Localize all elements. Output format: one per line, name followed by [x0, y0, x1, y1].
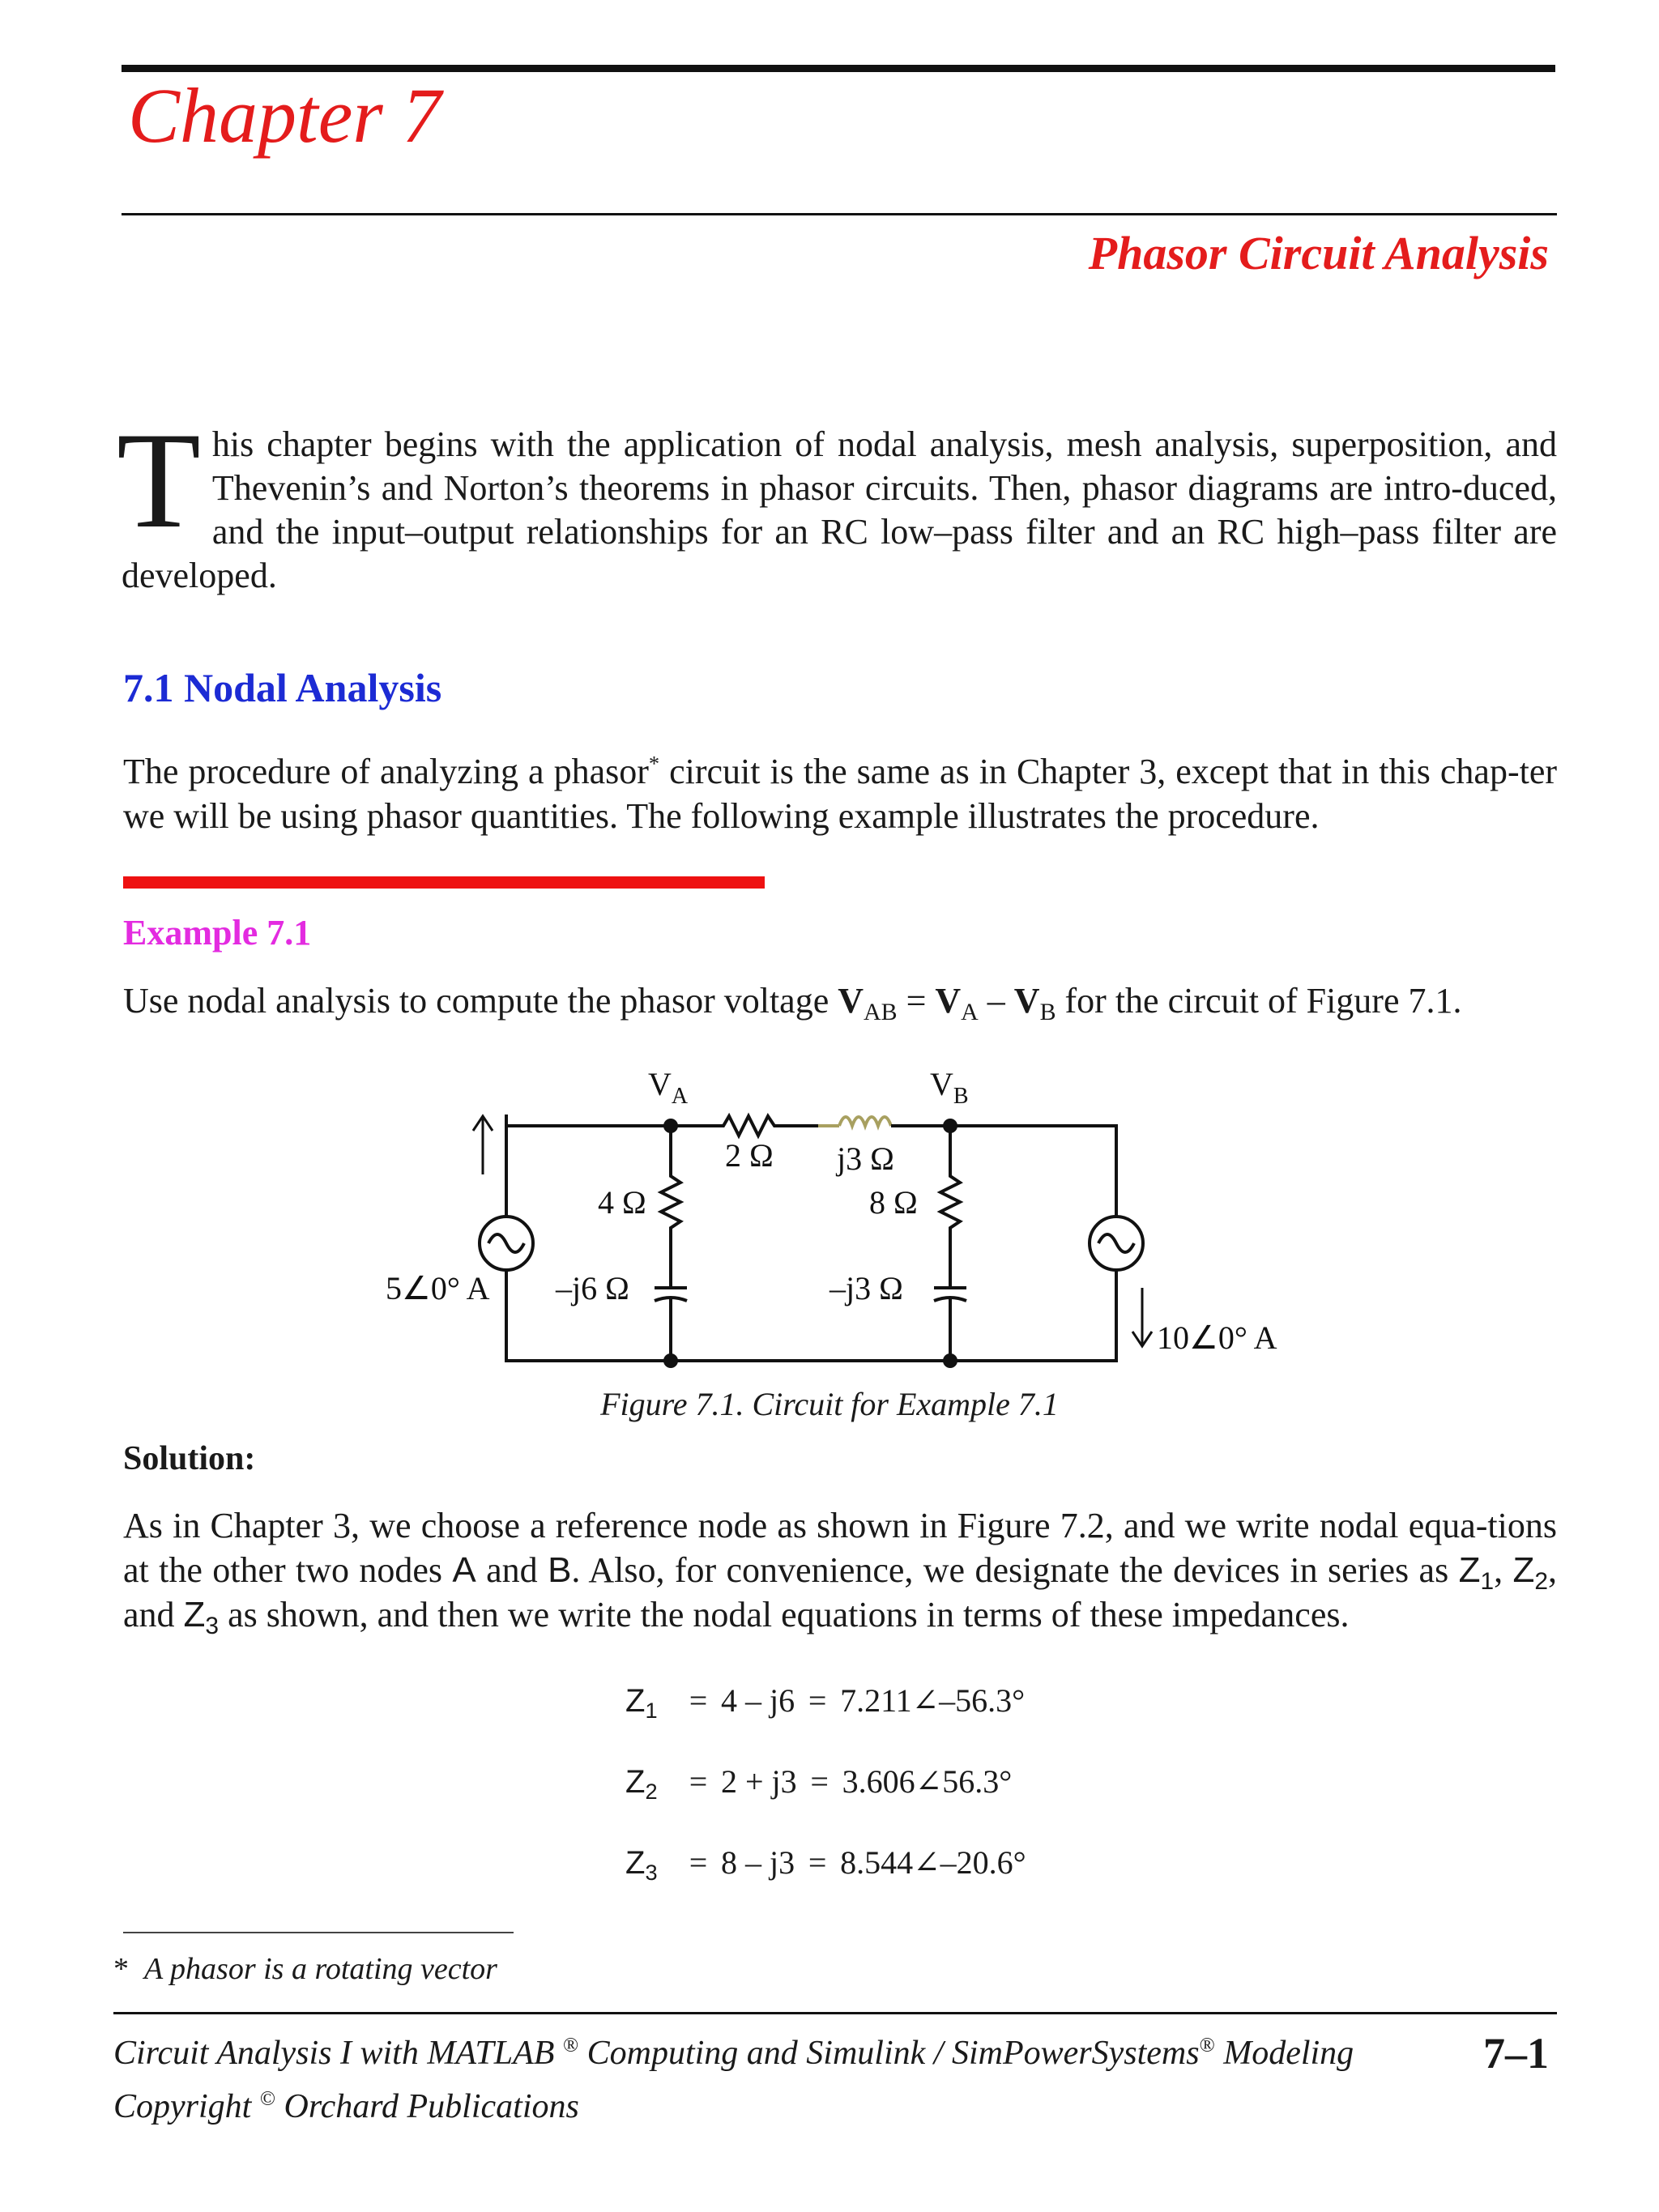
resistor-8-ohm: [940, 1126, 960, 1288]
z3-ref: Z: [183, 1595, 206, 1634]
eq1-lhs: Z: [625, 1683, 646, 1719]
source-right-sine: [1098, 1234, 1134, 1252]
footer-title-b: Computing and Simulink / SimPowerSystems: [578, 2035, 1200, 2072]
eq3-rect: 8 – j3: [721, 1844, 795, 1881]
equation-z1: [625, 1682, 1026, 1724]
label-j3-ohm: j3 Ω: [837, 1140, 894, 1177]
example-text-a: Use nodal analysis to compute the phasor voltage: [123, 981, 838, 1021]
eq3-polar: 8.544∠–20.6°: [840, 1844, 1026, 1881]
label-8-ohm: 8 Ω: [869, 1184, 918, 1221]
eq3-equals-b: =: [808, 1844, 827, 1881]
z1-ref-sub: 1: [1480, 1567, 1495, 1595]
v-a: V: [935, 981, 962, 1021]
z3-ref-sub: 3: [205, 1612, 220, 1639]
label-minus-j6: –j6 Ω: [556, 1270, 629, 1306]
eq2-rect: 2 + j3: [721, 1763, 797, 1800]
z1-ref: Z: [1458, 1550, 1481, 1590]
eq2-sub: 2: [645, 1779, 658, 1805]
comma-2: , and: [123, 1550, 1558, 1634]
eq3-sub: 3: [645, 1860, 658, 1886]
footer-title: [113, 2036, 1354, 2070]
v-b: V: [1013, 981, 1040, 1021]
z2-ref-sub: 2: [1534, 1567, 1549, 1595]
node-b-ref: B: [548, 1550, 572, 1590]
eq1-sub: 1: [645, 1698, 658, 1724]
footnote-marker: *: [648, 751, 660, 776]
eq2-equals-a: =: [689, 1763, 708, 1800]
eq3-equals-a: =: [689, 1844, 708, 1881]
solution-text-b: . Also, for convenience, we designate the devices in series as: [571, 1550, 1459, 1590]
copyright-word: Copyright: [113, 2088, 252, 2125]
resistor-2-ohm: [671, 1116, 818, 1136]
solution-text-c: as shown, and then we write the nodal equations in terms of these impedances.: [219, 1595, 1350, 1634]
section-text-b: circuit is the same as in Chapter 3, except that in this chap-ter we will be using phasor quantities. The following example illustrates the procedure.: [123, 752, 1557, 836]
eq2-polar: 3.606∠56.3°: [842, 1763, 1013, 1800]
node-b-dot: [943, 1119, 957, 1133]
eq1-rect: 4 – j6: [721, 1682, 795, 1719]
wire-top-right: [950, 1126, 1116, 1217]
footnote-mark: *: [113, 1952, 129, 1986]
footnote-rule: [123, 1932, 514, 1933]
footer-title-a: Circuit Analysis I with MATLAB: [113, 2035, 555, 2072]
solution-label: Solution:: [123, 1440, 256, 1477]
node-a-dot: [663, 1119, 678, 1133]
minus-sign: –: [978, 981, 1014, 1021]
footer-title-c: Modeling: [1214, 2035, 1354, 2072]
copyright-publisher: Orchard Publications: [275, 2088, 579, 2125]
solution-paragraph: [123, 1503, 1557, 1637]
figure-caption: Figure 7.1. Circuit for Example 7.1: [600, 1386, 1059, 1422]
chapter-subtitle: Phasor Circuit Analysis: [1088, 227, 1549, 279]
copyright-symbol: ©: [259, 2088, 275, 2110]
eq1-polar: 7.211∠–56.3°: [840, 1682, 1026, 1719]
registered-mark-1: ®: [562, 2035, 579, 2056]
equation-z3: [625, 1844, 1026, 1886]
resistor-4-ohm: [661, 1126, 680, 1288]
solution-and: and: [476, 1550, 548, 1590]
footnote: [113, 1954, 497, 1984]
node-bottom-left-dot: [663, 1353, 678, 1368]
eq1-equals-a: =: [689, 1682, 708, 1719]
node-a-label: $V_A$: [648, 1066, 689, 1109]
dropcap: T: [117, 404, 201, 556]
footer-rule: [113, 2012, 1557, 2014]
label-minus-j3: –j3 Ω: [830, 1270, 903, 1306]
label-source-right: 10∠0° A: [1157, 1319, 1277, 1356]
eq2-equals-b: =: [810, 1763, 829, 1800]
inductor-coils: [839, 1117, 891, 1126]
example-label: Example 7.1: [123, 913, 312, 953]
node-a-ref: A: [452, 1550, 476, 1590]
eq3-lhs: Z: [625, 1845, 646, 1881]
node-bottom-right-dot: [943, 1353, 957, 1368]
eq1-equals-b: =: [808, 1682, 827, 1719]
wire-top-left: [506, 1115, 723, 1126]
chapter-title: Chapter 7: [128, 72, 441, 159]
section-text-a: The procedure of analyzing a phasor: [123, 752, 649, 791]
intro-text: his chapter begins with the application of nodal analysis, mesh analysis, superposition, and Thevenin’s and Norton’s theorems in phasor circuits. Then, phasor diagrams are intro-duced, and the input–output relationships for an RC low–pass filter and an RC high–pass filter are developed.: [122, 424, 1557, 595]
z2-ref: Z: [1512, 1550, 1535, 1590]
registered-mark-2: ®: [1199, 2035, 1215, 2056]
arrow-up-icon: [473, 1116, 493, 1174]
equals-sign: =: [897, 981, 936, 1021]
label-4-ohm: 4 Ω: [598, 1184, 646, 1221]
label-source-left: 5∠0° A: [386, 1270, 490, 1306]
arrow-down-icon: [1132, 1288, 1152, 1346]
example-text-b: for the circuit of Figure 7.1.: [1056, 981, 1462, 1021]
equation-z2: [625, 1763, 1013, 1805]
v-a-sub: A: [961, 998, 979, 1025]
source-left-sine: [488, 1234, 524, 1252]
section-heading: 7.1 Nodal Analysis: [123, 665, 442, 710]
footnote-text: A phasor is a rotating vector: [144, 1952, 497, 1986]
node-b-label: $V_B$: [930, 1066, 969, 1109]
label-2-ohm: 2 Ω: [725, 1137, 774, 1174]
v-b-sub: B: [1039, 998, 1056, 1025]
page-number: 7–1: [1483, 2029, 1549, 2078]
comma-1: ,: [1494, 1550, 1513, 1590]
footer-copyright: [113, 2090, 579, 2124]
eq2-lhs: Z: [625, 1764, 646, 1800]
solution-text-a: As in Chapter 3, we choose a reference node as shown in Figure 7.2, and we write nodal equa-tions at the other two nodes: [123, 1506, 1557, 1590]
v-ab-sub: AB: [864, 998, 898, 1025]
v-ab: V: [838, 981, 864, 1021]
